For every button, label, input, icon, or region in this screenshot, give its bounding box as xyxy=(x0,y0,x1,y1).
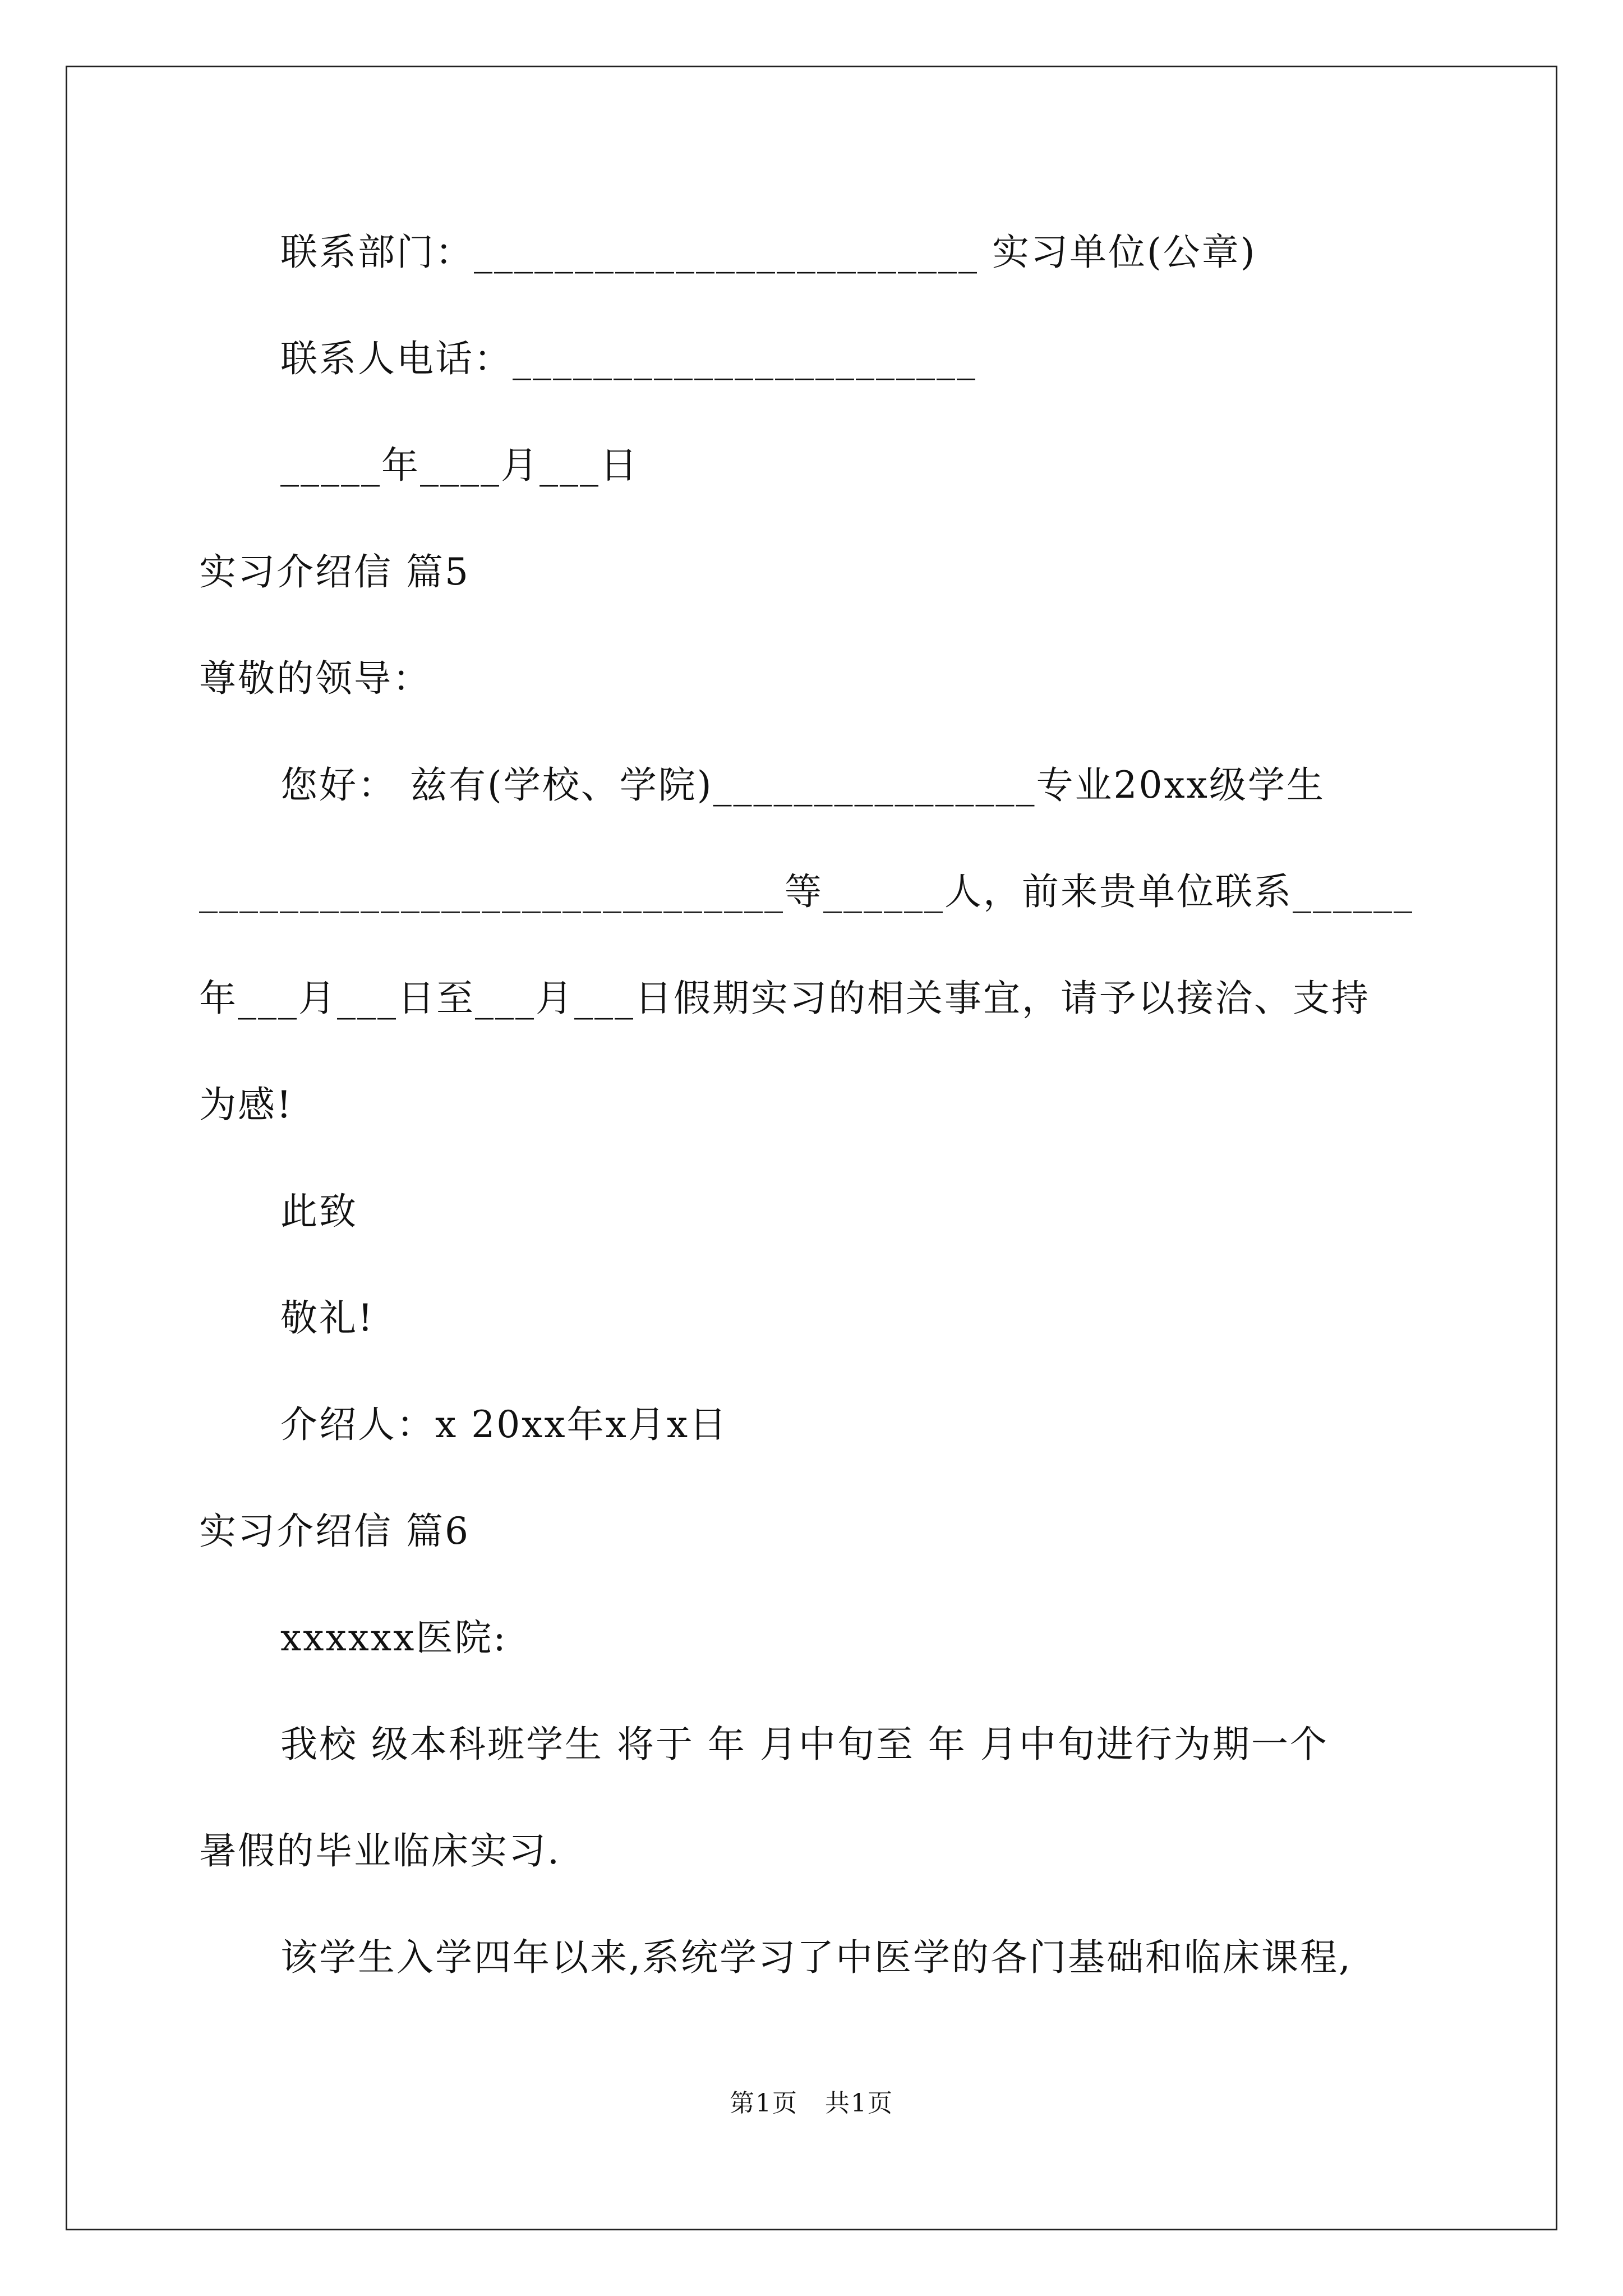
introducer-line: 介绍人：x 20xx年x月x日 xyxy=(280,1403,728,1446)
page-frame xyxy=(66,66,1557,2230)
paragraph-line: 我校 级本科班学生 将于 年 月中旬至 年 月中旬进行为期一个 xyxy=(280,1723,1329,1766)
paragraph-line: 年___月___日至___月___日假期实习的相关事宜，请予以接洽、支持 xyxy=(199,977,1370,1020)
recipient-line: xxxxxx医院: xyxy=(280,1616,508,1659)
contact-department-line: 联系部门：_________________________ 实习单位(公章) xyxy=(280,231,1257,274)
paragraph-line: 该学生入学四年以来,系统学习了中医学的各门基础和临床课程, xyxy=(280,1936,1352,1979)
date-line: _____年____月___日 xyxy=(280,444,639,487)
closing-line: 此致 xyxy=(280,1190,358,1233)
contact-phone-line: 联系人电话：_______________________ xyxy=(280,337,977,380)
section-heading-5: 实习介绍信 篇5 xyxy=(199,550,470,593)
paragraph-line: 为感! xyxy=(199,1083,293,1126)
section-heading-6: 实习介绍信 篇6 xyxy=(199,1510,470,1553)
paragraph-line: _____________________________等______人，前来贵单位联系______ xyxy=(199,870,1414,913)
closing-regards: 敬礼! xyxy=(280,1296,375,1340)
salutation: 尊敬的领导： xyxy=(199,657,431,700)
paragraph-line: 暑假的毕业临床实习. xyxy=(199,1829,561,1872)
page-footer: 第1页 共1页 xyxy=(730,2089,893,2118)
paragraph-line: 您好： 兹有(学校、学院)________________专业20xx级学生 xyxy=(280,763,1325,807)
